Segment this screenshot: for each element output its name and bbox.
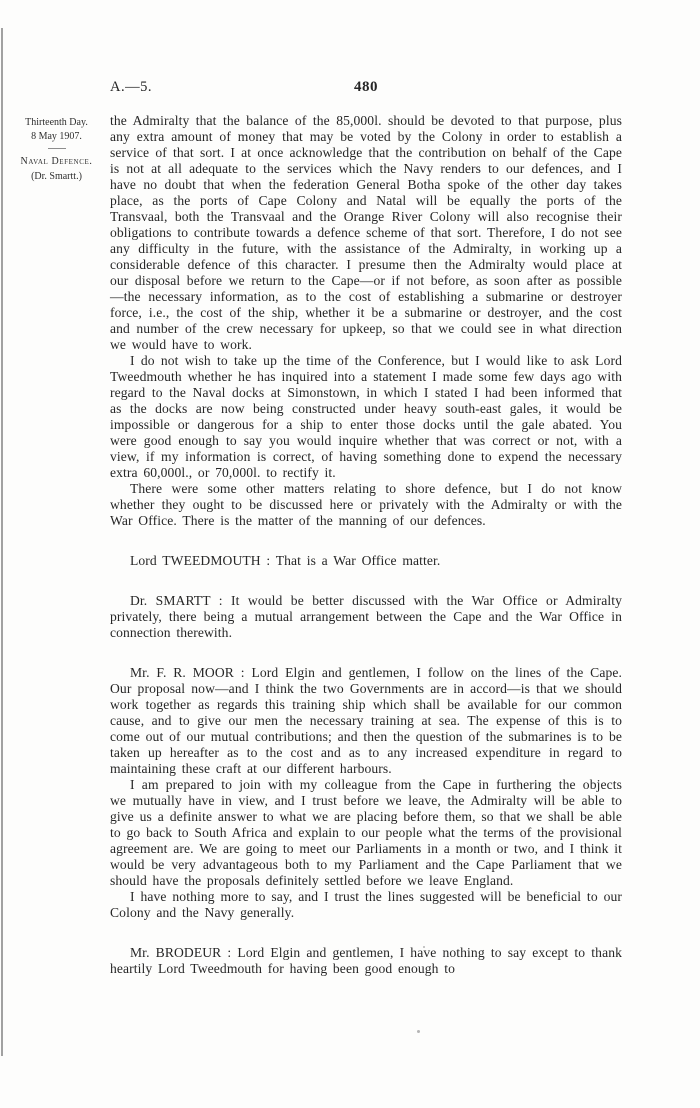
page-number: 480 [354,79,378,95]
body-text [110,113,622,977]
scan-edge-line [1,28,3,1056]
margin-note-topic: Naval Defence. [20,156,93,167]
doc-reference: A.—5. [110,79,152,95]
margin-notes [8,116,105,183]
speech-lord-tweedmouth: Lord TWEEDMOUTH : That is a War Office matter. [130,553,441,568]
page-header [110,79,622,99]
paragraph-continuation: the Admiralty that the balance of the 85,000l. should be devoted to that purpose, plus any extra amount of money that may be voted by the Colony in order to establish a service of that sort. I at once acknowledge that the contribution on behalf of the Cape is not at all adequate to the services which the Navy renders to our defences, and I have no doubt that when the federation General Botha spoke of the other day takes place, as the ports of Cape Colony and Natal will be equally the ports of the Transvaal, both the Transvaal and the Orange River Colony will also recognise their obligations to contribute towards a defence scheme of that sort. Therefore, I do not see any difficulty in the future, with the assistance of the Admiralty, in working up a considerable defence of this character. I presume then the Admiralty would place at our disposal before we return to the Cape—or if not before, as soon after as possible—the necessary information, as to the cost of establishing a submarine or destroyer force, i.e., the cost of the ship, whether it be a submarine or destroyer, and the cost and number of the crew necessary for upkeep, so that we could see in what direction we would have to work. [110,113,622,352]
margin-rule [48,148,66,149]
speech-mr-moor: Mr. F. R. MOOR : Lord Elgin and gentlemen, I follow on the lines of the Cape. Our proposal now—and I think the two Governments are in accord—is that we should work together as regards this training ship which shall be available for our common cause, and to give our men the necessary training at sea. The expense of this is to come out of our mutual contributions; and then the question of the submarines is to be taken up hereafter as to the cost and as to any increased expenditure in regard to maintaining these craft at our different harbours. [110,665,622,776]
speech-dr-smartt: Dr. SMARTT : It would be better discussed with the War Office or Admiralty privately, there being a mutual arrangement between the Cape and the War Office in connection therewith. [110,593,622,640]
paragraph: I do not wish to take up the time of the Conference, but I would like to ask Lord Tweedmouth whether he has inquired into a statement I made some few days ago with regard to the Naval docks at Simonstown, in which I stated I had been informed that as the docks are now being constructed under heavy south-east gales, it would be impossible or dangerous for a ship to enter those docks until the gale abated. You were good enough to say you would inquire whether that was correct or not, with a view, if my information is correct, of having something done to expend the necessary extra 60,000l., or 70,000l. to rectify it. [110,353,622,480]
paragraph: I am prepared to join with my colleague from the Cape in furthering the objects we mutually have in view, and I trust before we leave, the Admiralty will be able to give us a definite answer to what we are placing before them, so that we shall be able to go back to South Africa and explain to our people what the terms of the provisional agreement are. We are going to meet our Parliaments in a month or two, and I think it would be very advantageous both to my Parliament and the Cape Parliament that we should have the proposals definitely settled before we leave England. [110,777,622,888]
paragraph: There were some other matters relating to shore defence, but I do not know whether they ought to be discussed here or privately with the Admiralty or with the War Office. There is the matter of the manning of our defences. [110,481,622,528]
margin-note-speaker: (Dr. Smartt.) [31,170,82,182]
scan-speck [417,1030,420,1033]
paragraph: I have nothing more to say, and I trust the lines suggested will be beneficial to our Colony and the Navy generally. [110,889,622,920]
margin-note-day: Thirteenth Day. [25,117,88,128]
margin-note-date: 8 May 1907. [31,130,82,142]
speech-mr-brodeur: Mr. BRODEUR : Lord Elgin and gentlemen, I have nothing to say except to thank heartily Lord Tweedmouth for having been good enough to [110,945,622,976]
